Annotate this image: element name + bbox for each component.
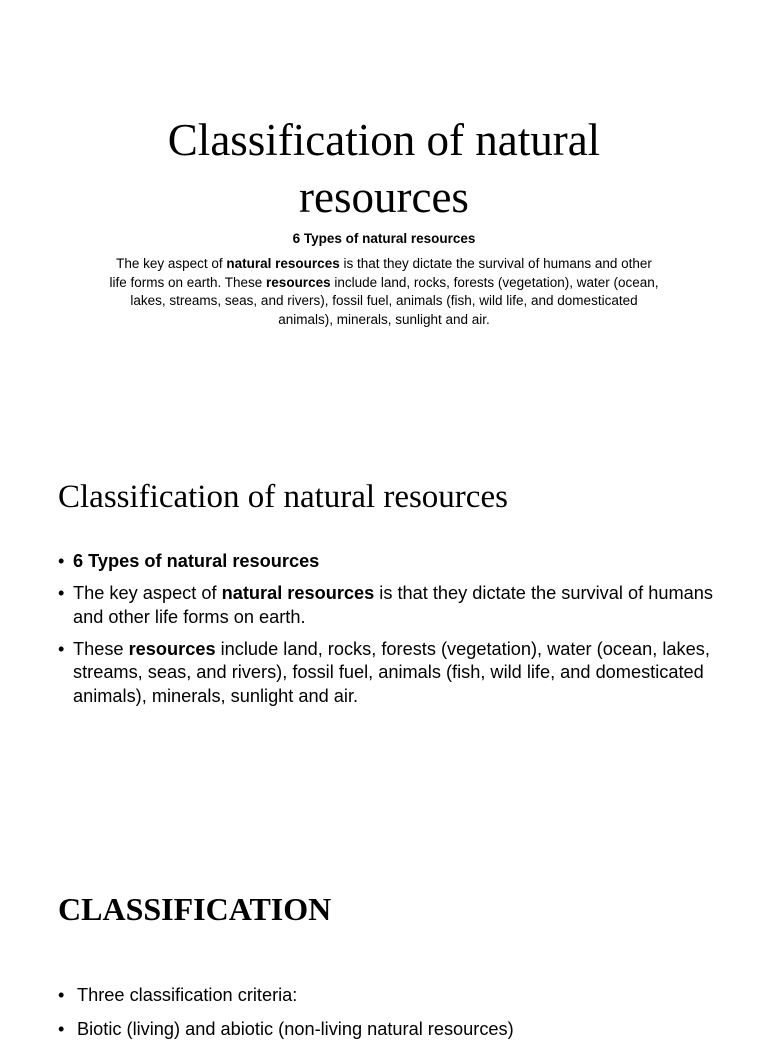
slide-2-bullet-list	[58, 550, 718, 717]
slide-1-title: Classification of natural resources	[167, 115, 601, 222]
body-bold-text: natural resources	[226, 256, 340, 271]
bullet-icon: •	[58, 985, 65, 1005]
body-text: include land, rocks, forests (vegetation), water (ocean, lakes, streams, seas, and rivers), fossil fuel, animals (fish, wild life, and domesticated animals), minerals, sunlight and air.	[130, 274, 659, 328]
bullet-icon: •	[58, 551, 65, 571]
body-text: The key aspect of	[116, 256, 227, 271]
bullet-text: These	[73, 638, 129, 659]
bullet-item	[58, 550, 718, 574]
bullet-text: Three classification criteria:	[77, 985, 298, 1005]
bullet-text: include land, rocks, forests (vegetation), water (ocean, lakes, streams, seas, and rivers), fossil fuel, animals (fish, wild life, and domesticated animals), minerals, sunlight and air.	[73, 638, 710, 706]
bullet-text: Biotic (living) and abiotic (non-living natural resources)	[77, 1019, 514, 1039]
bullet-icon: •	[58, 583, 65, 604]
bullet-item	[58, 1017, 738, 1041]
bullet-item	[58, 983, 738, 1007]
bullet-icon: •	[58, 638, 65, 659]
bullet-text: is that they dictate the survival of humans and other life forms on earth.	[73, 583, 713, 627]
slide-1-subtitle: 6 Types of natural resources	[292, 231, 476, 246]
bullet-icon: •	[58, 1019, 65, 1039]
bullet-item	[58, 638, 718, 709]
slide-3-title: CLASSIFICATION	[58, 891, 332, 927]
slide-2-title: Classification of natural resources	[58, 479, 508, 515]
bullet-item	[58, 582, 718, 629]
bullet-text: The key aspect of	[73, 583, 222, 604]
body-bold-text: resources	[266, 274, 331, 290]
body-text: is that they dictate the survival of humans and other life forms on earth. These	[109, 256, 652, 290]
bullet-bold-text: resources	[128, 638, 216, 659]
bullet-bold-text: natural resources	[221, 583, 375, 604]
bullet-bold-text: 6 Types of natural resources	[73, 551, 320, 571]
slide-3-bullet-list	[58, 983, 738, 1051]
slide-1-body	[108, 255, 660, 330]
